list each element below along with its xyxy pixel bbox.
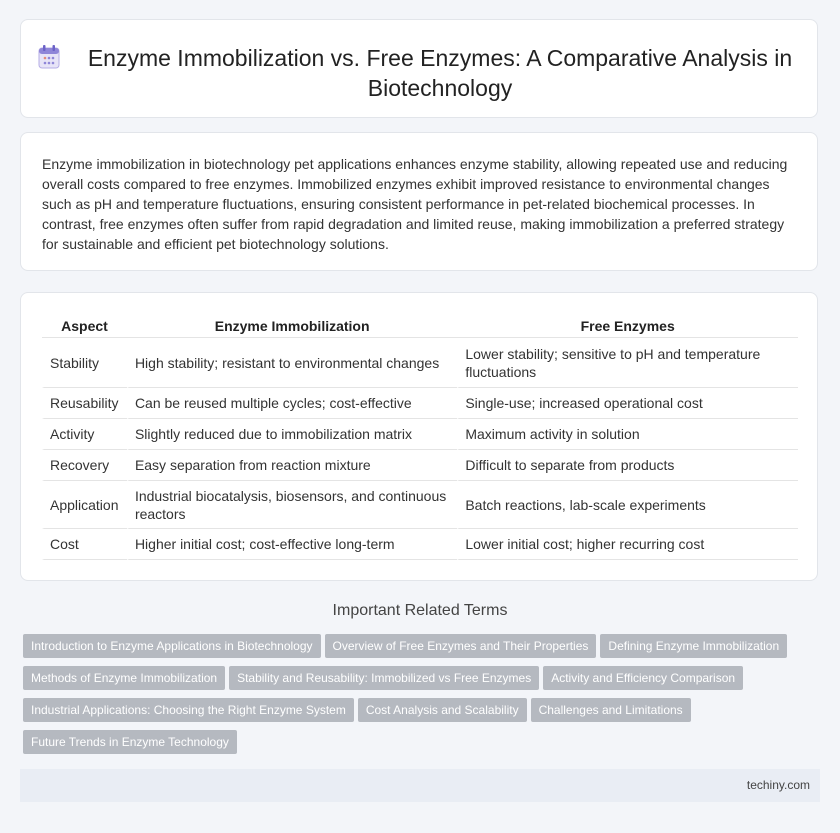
row-free: Difficult to separate from products [457, 450, 798, 481]
table-row [42, 481, 798, 529]
page-title: Enzyme Immobilization vs. Free Enzymes: A Comparative Analysis in Biotechnology [87, 45, 793, 101]
header-aspect: Aspect [42, 315, 127, 338]
footer [20, 769, 820, 802]
header-immobilization: Enzyme Immobilization [127, 315, 457, 338]
row-free: Single-use; increased operational cost [457, 388, 798, 419]
row-immobilization: High stability; resistant to environmental changes [127, 338, 457, 388]
related-term-tag[interactable]: Stability and Reusability: Immobilized vs Free Enzymes [229, 666, 539, 690]
row-aspect: Activity [42, 419, 127, 450]
row-aspect: Stability [42, 338, 127, 388]
related-term-tag[interactable]: Future Trends in Enzyme Technology [23, 730, 237, 754]
table-row [42, 419, 798, 450]
comparison-table [42, 315, 798, 560]
comparison-card [20, 292, 818, 581]
row-free: Batch reactions, lab-scale experiments [457, 481, 798, 529]
table-header-row [42, 315, 798, 338]
header-card [20, 19, 818, 118]
table-row [42, 450, 798, 481]
row-free: Maximum activity in solution [457, 419, 798, 450]
related-term-tag[interactable]: Activity and Efficiency Comparison [543, 666, 743, 690]
row-immobilization: Slightly reduced due to immobilization matrix [127, 419, 457, 450]
row-immobilization: Higher initial cost; cost-effective long-term [127, 529, 457, 560]
related-term-tag[interactable]: Defining Enzyme Immobilization [600, 634, 787, 658]
header-free-enzymes: Free Enzymes [457, 315, 798, 338]
related-term-tag[interactable]: Introduction to Enzyme Applications in Biotechnology [23, 634, 321, 658]
table-row [42, 388, 798, 419]
row-aspect: Cost [42, 529, 127, 560]
row-immobilization: Industrial biocatalysis, biosensors, and continuous reactors [127, 481, 457, 529]
related-term-tag[interactable]: Industrial Applications: Choosing the Right Enzyme System [23, 698, 354, 722]
row-aspect: Reusability [42, 388, 127, 419]
related-terms-title: Important Related Terms [332, 602, 508, 619]
related-term-tag[interactable]: Overview of Free Enzymes and Their Properties [325, 634, 597, 658]
row-free: Lower stability; sensitive to pH and temperature fluctuations [457, 338, 798, 388]
table-row [42, 338, 798, 388]
intro-card [20, 132, 818, 271]
row-aspect: Recovery [42, 450, 127, 481]
table-row [42, 529, 798, 560]
related-term-tag[interactable]: Challenges and Limitations [531, 698, 691, 722]
row-aspect: Application [42, 481, 127, 529]
footer-site-link[interactable]: techiny.com [746, 778, 810, 792]
related-term-tag[interactable]: Methods of Enzyme Immobilization [23, 666, 225, 690]
intro-paragraph: Enzyme immobilization in biotechnology pet applications enhances enzyme stability, allowing repeated use and reducing overall costs compared to free enzymes. Immobilized enzymes exhibit improved resistance to environmental changes such as pH and temperature fluctuations, ensuring consistent performance in pet-related biochemical processes. In contrast, free enzymes often suffer from rapid degradation and limited reuse, making immobilization a preferred strategy for sustainable and efficient pet biotechnology solutions. [42, 156, 788, 252]
related-terms-list [23, 634, 803, 762]
row-immobilization: Easy separation from reaction mixture [127, 450, 457, 481]
related-term-tag[interactable]: Cost Analysis and Scalability [358, 698, 527, 722]
row-immobilization: Can be reused multiple cycles; cost-effective [127, 388, 457, 419]
row-free: Lower initial cost; higher recurring cost [457, 529, 798, 560]
